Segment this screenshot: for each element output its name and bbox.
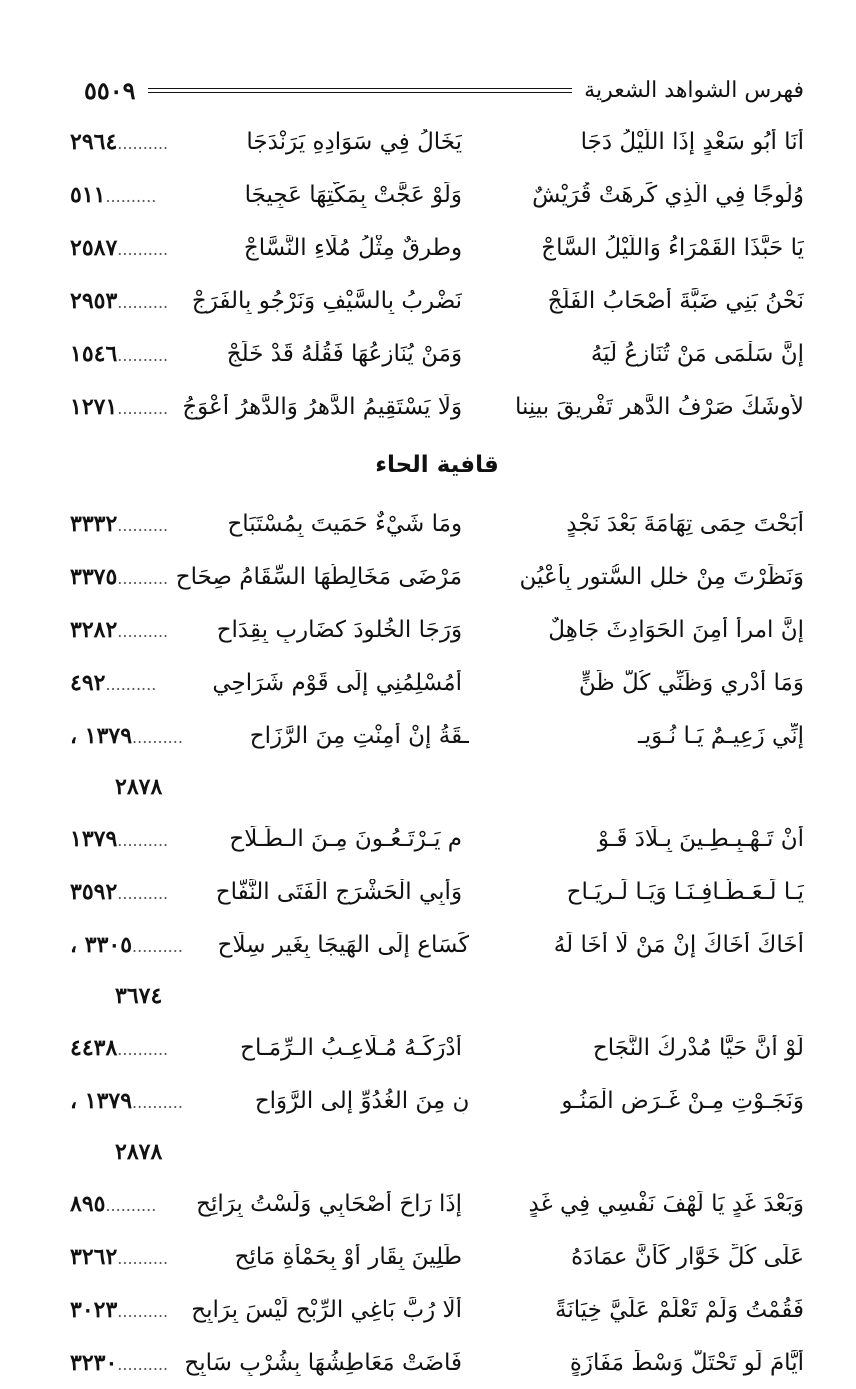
reference-number: ٣٣٣٢ — [70, 510, 118, 537]
verse-reference — [70, 1088, 187, 1114]
reference-number: ٥١١ — [70, 181, 106, 208]
reference-number: ٣٢٨٢ — [70, 616, 118, 643]
verse-first-hemistich: إنَّ امرأً أَمِنَ الحَوَادِثَ جَاهِلٌ — [548, 616, 804, 643]
verse-first-hemistich: إنَّ سَلْمَى مَنْ تُنَازِعُ لَيَهُ — [590, 340, 804, 367]
reference-number: ١٥٤٦ — [70, 340, 118, 367]
section-title: قافية الحاء — [375, 452, 499, 478]
verse-row — [70, 865, 804, 918]
verse-row — [70, 709, 804, 762]
verse-row — [70, 1283, 804, 1336]
reference-number: ١٢٧١ — [70, 393, 118, 420]
verse-second-hemistich: وَأَبِي الْحَشْرَجِ الْفَتَى النَّفَّاحِ — [215, 878, 463, 905]
verse-first-hemistich: وَنَجَـوْتِ مِـنْ غَـرَضِ الْمَنُـو — [561, 1087, 804, 1114]
reference-number: ٣٠٢٣ — [70, 1296, 118, 1323]
leader-dots: .......... — [132, 727, 183, 747]
verse-second-hemistich: أَمُسْلِمُنِي إِلَى قَوْمٍ شَرَاحِي — [212, 669, 462, 696]
verse-row — [70, 1021, 804, 1074]
verse-second-hemistich: مٍ يَـرْتَـعُـونَ مِـنَ الـطِّـلَاحِ — [229, 825, 463, 852]
page-header — [84, 70, 804, 110]
verse-reference — [70, 182, 172, 208]
reference-number: ٣٣٧٥ — [70, 563, 118, 590]
verse-reference — [70, 723, 187, 749]
leader-dots: .......... — [117, 830, 169, 850]
leader-dots: .......... — [117, 568, 169, 588]
reference-continuation: ٢٨٧٨ — [115, 1139, 163, 1165]
reference-number: ٣٥٩٢ — [70, 878, 118, 905]
leader-dots: .......... — [117, 621, 169, 641]
verse-first-hemistich: وُلُوجًا فِي الَّذِي كَرِهَتْ قُرَيْشٌ — [532, 181, 804, 208]
verse-row — [70, 1230, 804, 1283]
reference-number: ٨٩٥ — [70, 1190, 106, 1217]
leader-dots: .......... — [117, 515, 169, 535]
reference-number: ٣٢٣٠ — [70, 1349, 118, 1376]
leader-dots: .......... — [132, 936, 183, 956]
reference-number: ٢٩٥٣ — [70, 287, 118, 314]
verse-reference — [70, 932, 187, 958]
verse-index — [70, 115, 804, 1389]
verse-second-hemistich: إذَا رَاحَ أَصْحَابِي وَلَسْتُ بِرَائِحِ — [196, 1190, 462, 1217]
verse-reference — [70, 617, 172, 643]
leader-dots: .......... — [117, 345, 169, 365]
verse-first-hemistich: أَخَاكَ أَخَاكَ إنْ مَنْ لَا أَخَا لَهُ — [553, 931, 804, 958]
verse-reference — [70, 235, 172, 261]
leader-dots: .......... — [105, 674, 157, 694]
reference-number: ٣٢٦٢ — [70, 1243, 118, 1270]
verse-first-hemistich: وَنَظَرْتَ مِنْ خللِ السُّتورِ بِأَعْيُنٍ — [519, 563, 804, 590]
verse-reference — [70, 670, 172, 696]
verse-first-hemistich: أَيَّامَ لَو تَحْتَلُّ وَسْطَ مَفَازَةٍ — [569, 1349, 804, 1376]
verse-reference — [70, 341, 172, 367]
verse-reference — [70, 1035, 172, 1061]
page-number: ٥٥٠٩ — [84, 75, 136, 105]
verse-reference — [70, 1191, 172, 1217]
verse-second-hemistich: فَاضَتْ مَعَاطِشُهَا بِشُرْبٍ سَابِحِ — [184, 1349, 463, 1376]
verse-second-hemistich: أَدْرَكَـهُ مُـلَاعِـبُ الـرِّمَـاحِ — [240, 1034, 463, 1061]
leader-dots: .......... — [105, 1195, 157, 1215]
verse-second-hemistich: وَلَوْ عَجَّتْ بِمَكَّتِهَا عَجِيجَا — [244, 181, 462, 208]
reference-number: ٢٩٦٤ — [70, 128, 118, 155]
leader-dots: .......... — [117, 883, 169, 903]
leader-dots: .......... — [117, 133, 169, 153]
verse-second-hemistich: أَلَا رُبَّ بَاغِي الرِّبْحِ لَيْسَ بِرَابِحِ — [191, 1296, 463, 1323]
verse-reference — [70, 879, 172, 905]
reference-number: ١٣٧٩ — [70, 825, 118, 852]
leader-dots: .......... — [117, 292, 169, 312]
verse-second-hemistich: ومَا شَيْءٌ حَمَيتَ بِمُسْتَبَاحِ — [227, 510, 463, 537]
header-rule — [148, 88, 573, 93]
verse-second-hemistich: ـقَةُ إنْ أَمِنْتِ مِنَ الرَّزَاحِ — [249, 722, 470, 749]
verse-reference — [70, 1350, 172, 1376]
verse-first-hemistich: يَـا لَـعَـطَّـافِـنَـا وَيَـا لَـرِيَـاحِ — [566, 878, 804, 905]
verse-row — [70, 1336, 804, 1389]
verse-first-hemistich: عَلَى كُلِّ خَوَّارٍ كَأَنَّ عمَادَهُ — [571, 1243, 804, 1270]
verse-row — [70, 550, 804, 603]
leader-dots: .......... — [117, 1354, 169, 1374]
verse-row — [70, 274, 804, 327]
reference-number: ١٣٧٩ ، — [70, 722, 133, 749]
leader-dots: .......... — [117, 1248, 169, 1268]
reference-number: ١٣٧٩ ، — [70, 1087, 133, 1114]
verse-first-hemistich: أنْ تَـهْـبِـطِـينَ بِـلَادَ قَـوْ — [597, 825, 804, 852]
verse-first-hemistich: نَحْنُ بَنِي ضَبَّةَ أَصْحَابُ الفَلَجْ — [547, 287, 804, 314]
leader-dots: .......... — [117, 1039, 169, 1059]
verse-row — [70, 115, 804, 168]
verse-first-hemistich: إنِّي زَعِيـمٌ يَـا نُـوَيـ — [637, 722, 804, 749]
leader-dots: .......... — [117, 1301, 169, 1321]
rhyme-ha-group — [70, 497, 804, 1389]
verse-first-hemistich: لأوشَكَ صَرْفُ الدَّهرِ تَفْرِيقَ بينِنا — [514, 393, 804, 420]
verse-second-hemistich: وَلَا يَسْتَقِيمُ الدَّهرُ وَالدَّهرُ أعْوَجُ — [182, 393, 463, 420]
verse-reference — [70, 1244, 172, 1270]
header-title: فهرس الشواهد الشعرية — [584, 77, 804, 103]
verse-row — [70, 918, 804, 971]
verse-second-hemistich: وطرقٌ مِثْلُ مُلَاءِ النَّسَّاجْ — [243, 234, 463, 261]
reference-number: ٣٣٠٥ ، — [70, 931, 133, 958]
verse-second-hemistich: مَرْضَى مَخَالِطُهَا السِّقَامُ صِحَاحِ — [175, 563, 463, 590]
leader-dots: .......... — [117, 239, 169, 259]
verse-first-hemistich: لَوْ أَنَّ حَيًّا مُدْرِكُ النَّجَاحِ — [592, 1034, 804, 1061]
verse-row — [70, 1074, 804, 1127]
verse-row — [70, 603, 804, 656]
verse-reference — [70, 511, 172, 537]
verse-first-hemistich: أَبَحْتَ حِمَى تِهَامَةَ بَعْدَ نَجْدٍ — [566, 510, 804, 537]
verse-row — [70, 168, 804, 221]
leader-dots: .......... — [132, 1092, 183, 1112]
verse-reference — [70, 288, 172, 314]
verse-row — [70, 327, 804, 380]
verse-row — [70, 221, 804, 274]
verse-second-hemistich: وَرَجَا الخُلودَ كضَارِبٍ بِقِدَاحِ — [216, 616, 463, 643]
verse-row — [70, 656, 804, 709]
rhyme-jim-group — [70, 115, 804, 433]
verse-first-hemistich: وَمَا أَدْرِي وَظَنِّي كُلُّ ظَنٍّ — [578, 669, 804, 696]
verse-second-hemistich: يَخَالُ فِي سَوَادِهِ يَرَنْدَجَا — [246, 128, 463, 155]
leader-dots: .......... — [117, 398, 169, 418]
verse-row — [70, 380, 804, 433]
reference-number: ٤٩٢ — [70, 669, 106, 696]
reference-number: ٤٤٣٨ — [70, 1034, 118, 1061]
verse-first-hemistich: أنَا أبُو سَعْدٍ إذَا اللَّيْلُ دَجَا — [580, 128, 804, 155]
reference-continuation: ٣٦٧٤ — [115, 983, 163, 1009]
verse-second-hemistich: نَضْرِبُ بِالسَّيْفِ وَنَرْجُو بِالفَرَجْ — [191, 287, 463, 314]
verse-first-hemistich: فَقُمْتُ وَلَمْ تَعْلَمْ عَلَيَّ خِيَانَةً — [554, 1296, 804, 1323]
reference-number: ٢٥٨٧ — [70, 234, 118, 261]
verse-reference — [70, 394, 172, 420]
verse-reference — [70, 129, 172, 155]
verse-second-hemistich: كَسَاعٍ إِلَى الهَيجَا بِغَيرِ سِلَاحِ — [217, 931, 470, 958]
verse-second-hemistich: طَلِينَ بِقَارٍ أَوْ بِحَمْأَةِ مَائِحِ — [234, 1243, 463, 1270]
reference-continuation: ٢٨٧٨ — [115, 774, 163, 800]
verse-reference — [70, 826, 172, 852]
verse-reference — [70, 1297, 172, 1323]
verse-row — [70, 1177, 804, 1230]
verse-second-hemistich: نِ مِنَ الغُدُوِّ إلى الرَّوَاحِ — [254, 1087, 470, 1114]
verse-row — [70, 497, 804, 550]
leader-dots: .......... — [105, 186, 157, 206]
verse-first-hemistich: وَبَعْدَ غَدٍ يَا لَهْفَ نَفْسِي فِي غَدٍ — [528, 1190, 804, 1217]
verse-second-hemistich: وَمَنْ يُنَازِعُهَا فَقُلْهُ قَدْ خَلَجْ — [226, 340, 463, 367]
verse-row — [70, 812, 804, 865]
verse-first-hemistich: يَا حَبَّذَا القَمْرَاءُ وَاللَّيْلُ السَّاجْ — [541, 234, 804, 261]
verse-reference — [70, 564, 172, 590]
